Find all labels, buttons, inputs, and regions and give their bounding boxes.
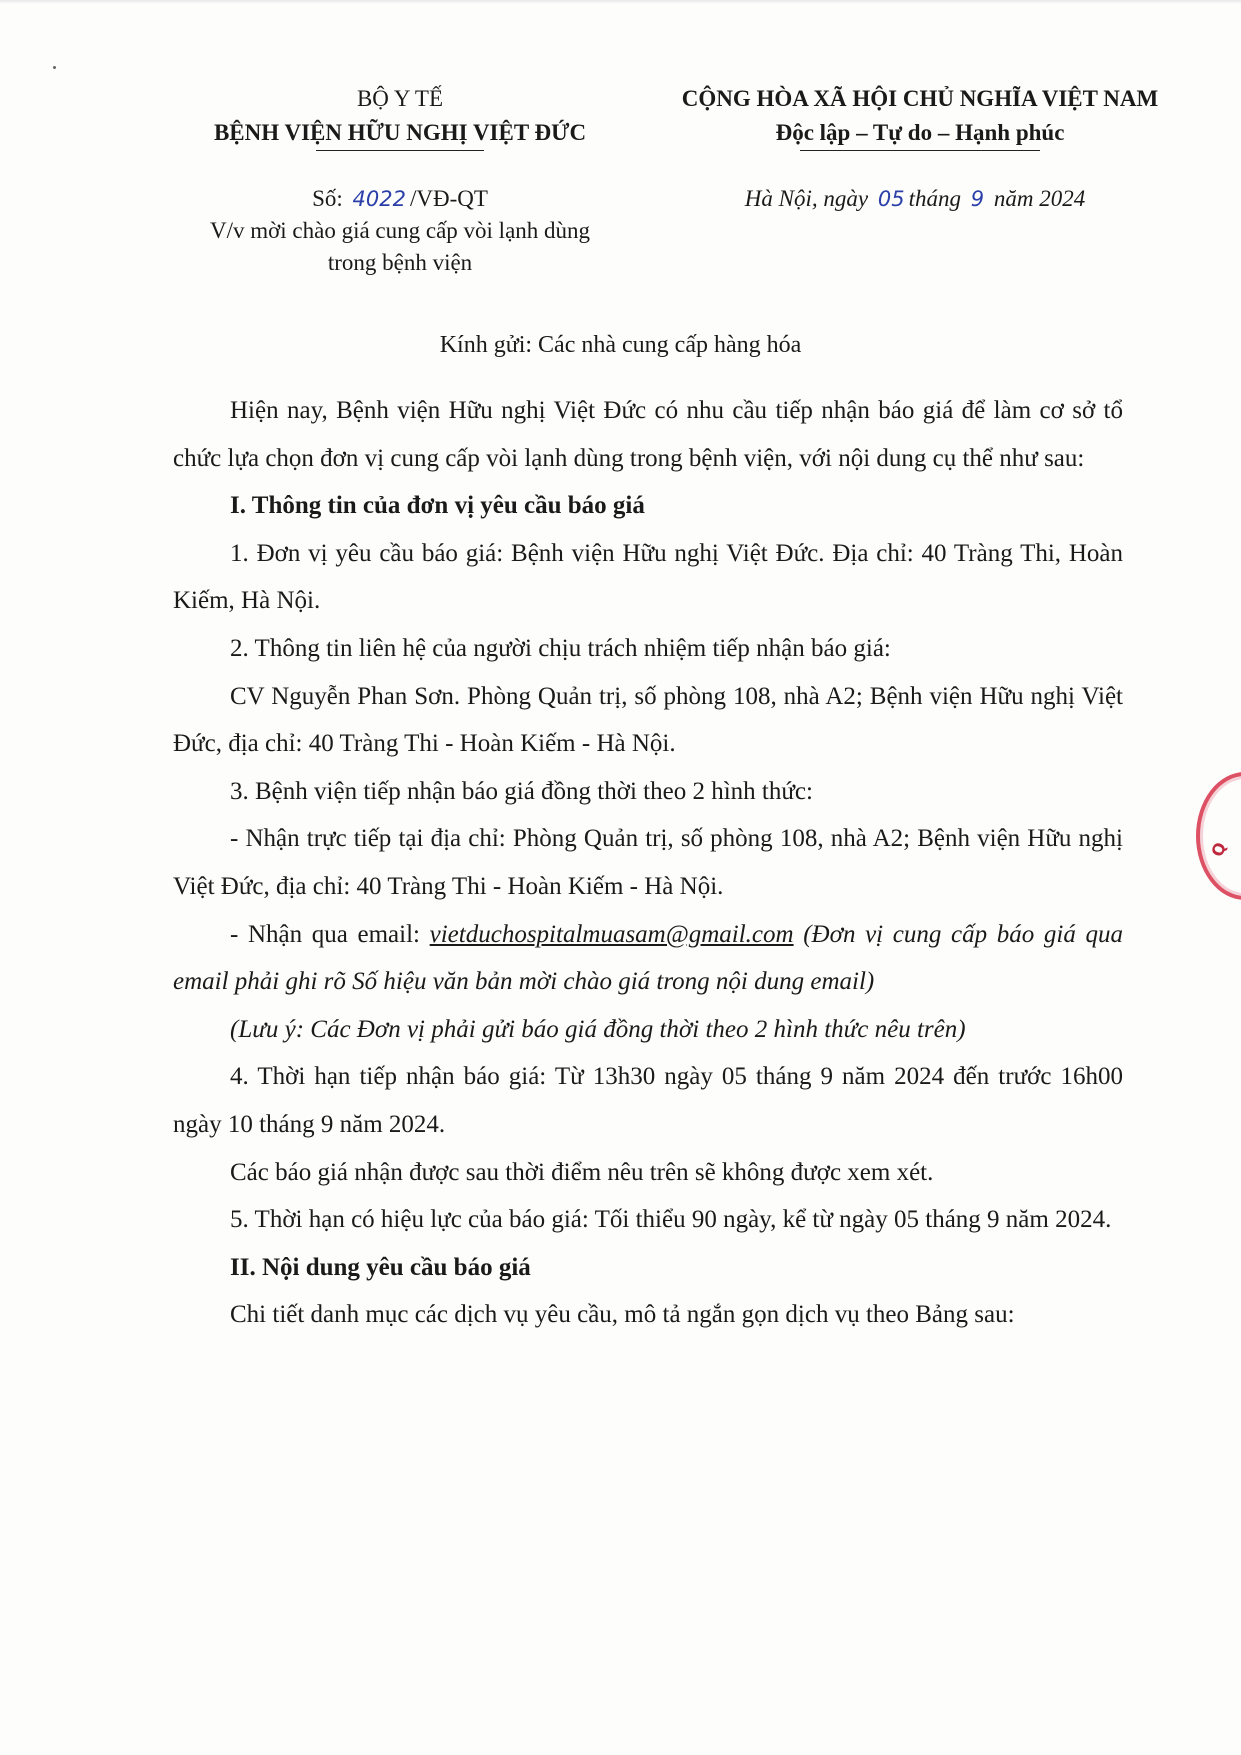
item-3-direct: - Nhận trực tiếp tại địa chỉ: Phòng Quản trị, số phòng 108, nhà A2; Bệnh viện Hữu nghị Việt Đức, địa chỉ: 40 Tràng Thi - Hoàn Kiếm - Hà Nội. bbox=[173, 825, 1123, 900]
email-prefix: - Nhận qua email: bbox=[230, 920, 430, 948]
scan-speck bbox=[53, 66, 56, 69]
issue-date bbox=[655, 183, 1175, 215]
subject-line-2: trong bệnh viện bbox=[327, 250, 473, 275]
national-motto: Độc lập – Tự do – Hạnh phúc bbox=[775, 120, 1065, 145]
red-seal-stamp bbox=[1196, 772, 1241, 900]
section-2-heading: II. Nội dung yêu cầu báo giá bbox=[230, 1253, 531, 1281]
item-4: 4. Thời hạn tiếp nhận báo giá: Từ 13h30 ngày 05 tháng 9 năm 2024 đến trước 16h00 ngày 10 tháng 9 năm 2024. bbox=[173, 1063, 1123, 1138]
number-prefix: Số: bbox=[312, 186, 343, 211]
seal-letter: Q bbox=[1207, 839, 1231, 860]
month-label: tháng bbox=[908, 186, 961, 211]
section-1-heading: I. Thông tin của đơn vị yêu cầu báo giá bbox=[230, 492, 645, 520]
number-suffix: /VĐ-QT bbox=[409, 186, 488, 211]
item-1: 1. Đơn vị yêu cầu báo giá: Bệnh viện Hữu nghị Việt Đức. Địa chỉ: 40 Tràng Thi, Hoàn Kiếm, Hà Nội. bbox=[173, 539, 1123, 615]
item-5: 5. Thời hạn có hiệu lực của báo giá: Tối thiểu 90 ngày, kể từ ngày 05 tháng 9 năm 2024. bbox=[230, 1206, 1112, 1234]
day-handwritten: 05 bbox=[877, 187, 905, 211]
hospital-name: BỆNH VIỆN HỮU NGHỊ VIỆT ĐỨC bbox=[213, 120, 587, 145]
item-2-detail: CV Nguyễn Phan Sơn. Phòng Quản trị, số phòng 108, nhà A2; Bệnh viện Hữu nghị Việt Đức, địa chỉ: 40 Tràng Thi - Hoàn Kiếm - Hà Nội. bbox=[173, 682, 1123, 758]
email-note: (Đơn vị cung cấp báo giá qua email phải ghi rõ Số hiệu văn bản mời chào giá trong nội dung email) bbox=[173, 920, 1123, 996]
issuer-header bbox=[195, 82, 605, 151]
item-2: 2. Thông tin liên hệ của người chịu trách nhiệm tiếp nhận báo giá: bbox=[230, 634, 891, 662]
motto-underline bbox=[800, 150, 1040, 151]
item-3: 3. Bệnh viện tiếp nhận báo giá đồng thời theo 2 hình thức: bbox=[230, 777, 813, 805]
scan-edge bbox=[0, 0, 1241, 4]
section-2-text: Chi tiết danh mục các dịch vụ yêu cầu, mô tả ngắn gọn dịch vụ theo Bảng sau: bbox=[230, 1301, 1015, 1329]
submission-note: (Lưu ý: Các Đơn vị phải gửi báo giá đồng thời theo 2 hình thức nêu trên) bbox=[230, 1015, 966, 1043]
country-name: CỘNG HÒA XÃ HỘI CHỦ NGHĨA VIỆT NAM bbox=[681, 86, 1159, 111]
reference-block bbox=[170, 183, 630, 279]
ministry-name: BỘ Y TẾ bbox=[356, 86, 444, 111]
letter-body bbox=[173, 387, 1123, 1339]
month-handwritten: 9 bbox=[970, 187, 985, 211]
year-label: năm 2024 bbox=[993, 186, 1086, 211]
subject-line-1: V/v mời chào giá cung cấp vòi lạnh dùng bbox=[209, 218, 591, 243]
national-header bbox=[640, 82, 1200, 151]
recipient-line: Kính gửi: Các nhà cung cấp hàng hóa bbox=[439, 332, 802, 358]
intro-paragraph: Hiện nay, Bệnh viện Hữu nghị Việt Đức có nhu cầu tiếp nhận báo giá để làm cơ sở tổ chức lựa chọn đơn vị cung cấp vòi lạnh dùng trong bệnh viện, với nội dung cụ thể như sau: bbox=[173, 397, 1123, 472]
date-place: Hà Nội, ngày bbox=[744, 186, 869, 211]
email-link[interactable]: vietduchospitalmuasam@gmail.com bbox=[429, 920, 794, 948]
item-3-email bbox=[173, 911, 1123, 1006]
number-handwritten: 4022 bbox=[352, 187, 406, 211]
document-number bbox=[170, 183, 630, 215]
item-4-note: Các báo giá nhận được sau thời điểm nêu trên sẽ không được xem xét. bbox=[230, 1158, 934, 1186]
issuer-underline bbox=[316, 150, 484, 151]
